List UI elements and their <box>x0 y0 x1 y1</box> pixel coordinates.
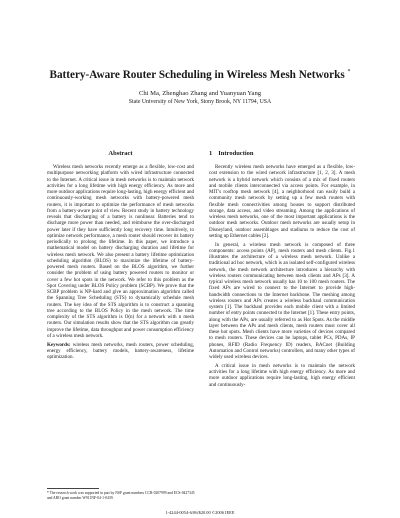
intro-paragraph: Recently wireless mesh networks have emerged as a flexible, low-cost extension to the wired network infrastructure [1, 2, 3]. A mesh network is a hybrid network which consists of a mix of fixed routers and mobile clients interconnected via access points. For example, in MIT's rooftop mesh network [4], a neighborhood can easily build a community mesh network by setting up a few mesh routers with flexible mesh connectivities among houses to support distributed storage, data access, and video streaming. Among the applications of wireless mesh networks, one of the most important applications is the outdoor mesh networks. Outdoor mesh networks are usually setup in Disneyland, outdoor assemblages and stadiums to reduce the cost of setting up Ethernet cables [2]. <box>209 164 355 239</box>
left-column <box>47 150 194 360</box>
abstract-paragraph: Wireless mesh networks recently emerge as a flexible, low-cost and multipurpose networking platform with wired infrastructure connected to the Internet. A critical issue in mesh networks is to maintain network activities for a long lifetime with high energy efficiency. As more and more outdoor applications require long-lasting, high energy efficient and continuously-working mesh networks with battery-powered mesh routers, it is important to optimize the performance of mesh networks from a battery-aware point of view. Recent study in battery technology reveals that discharging of a battery is nonlinear. Batteries tend to discharge more power than needed, and reimburse the over-discharged power later if they have sufficiently long recovery time. Intuitively, to optimize network performance, a mesh router should recover its battery periodically to prolong the lifetime. In this paper, we introduce a mathematical model on battery discharging duration and lifetime for wireless mesh network. We also present a battery lifetime optimization scheduling algorithm (BLOS) to maximize the lifetime of battery-powered mesh routers. Based on the BLOS algorithm, we further consider the problem of using battery powered routers to monitor or cover a few hot spots in the network. We refer to this problem as the Spot Covering under BLOS Policy problem (SCBP). We prove that the SCBP problem is NP-hard and give an approximation algorithm called the Spanning Tree Scheduling (STS) to dynamically schedule mesh routers. The key idea of the STS algorithm is to construct a spanning tree according to the BLOS Policy in the mesh network. The time complexity of the STS algorithm is O(n) for a network with n mesh routers. Our simulation results show that the STS algorithm can greatly improve the lifetime, data throughput and power consumption efficiency of a wireless mesh network. <box>47 164 194 339</box>
abstract-heading: Abstract <box>108 150 133 157</box>
introduction-heading <box>209 150 355 158</box>
affiliation: State University of New York, Stony Brook, NY 11794, USA <box>128 99 272 105</box>
section-title: Introduction <box>218 150 254 157</box>
paper-title: Battery-Aware Router Scheduling in Wireless Mesh Networks <box>49 69 345 81</box>
title-footnote-mark: * <box>347 69 351 75</box>
intro-paragraph: In general, a wireless mesh network is composed of three components: access points (AP), mesh routers and mesh clients. Fig.1 illustrates the architecture of a wireless mesh network. Unlike a traditional ad hoc network, which is an isolated self-configured wireless network, the mesh network architecture introduces a hierarchy with wireless routers communicating between mesh clients and APs [3]. A typical wireless mesh network usually has 10 to 100 mesh routers. The fixed APs are wired to connect to the Internet to provide high-bandwidth connections to the Internet backbone. The meshing among wireless routers and APs creates a wireless backhaul communication system [1]. The backhaul provides each mobile client with a limited number of entry points connected to the Internet [1]. These entry points, along with the APs, are usually referred to as Hot Spots. As the middle layer between the APs and mesh clients, mesh routers must cover all these hot spots. Mesh clients have more varieties of devices compared to mesh routers. These devices can be laptops, tablet PCs, PDAs, IP phones, RFID (Radio Frequency ID) readers, BACnet (Building Automation and Control networks) controllers, and many other types of widely used wireless devices. <box>209 241 355 360</box>
keywords-text: wireless mesh networks, mesh routers, power scheduling, energy efficiency, battery models, battery-awareness, lifetime optimization. <box>47 341 194 360</box>
intro-paragraph: A critical issue in mesh networks is to maintain the network activities for a long lifetime with high energy efficiency. As more and more outdoor applications require long-lasting, high energy efficient and continuously- <box>209 362 355 388</box>
footnote-divider <box>47 488 99 489</box>
keywords <box>47 342 194 361</box>
author-list: Chi Ma, Zhenghao Zhang and Yuanyuan Yang <box>138 90 262 97</box>
keywords-label: Keywords: <box>47 341 71 348</box>
section-number: 1 <box>209 150 213 157</box>
funding-footnote: * The research work was supported in part by NSF grant numbers CCR-0207999 and ECS-0427345 and ARO grant number W911NF-04-1-0439. <box>47 491 195 500</box>
paper-title-block <box>20 66 380 82</box>
copyright-line: 1-4244-0054-6/06/$20.00 ©2006 IEEE <box>165 510 235 515</box>
right-column <box>209 150 355 388</box>
